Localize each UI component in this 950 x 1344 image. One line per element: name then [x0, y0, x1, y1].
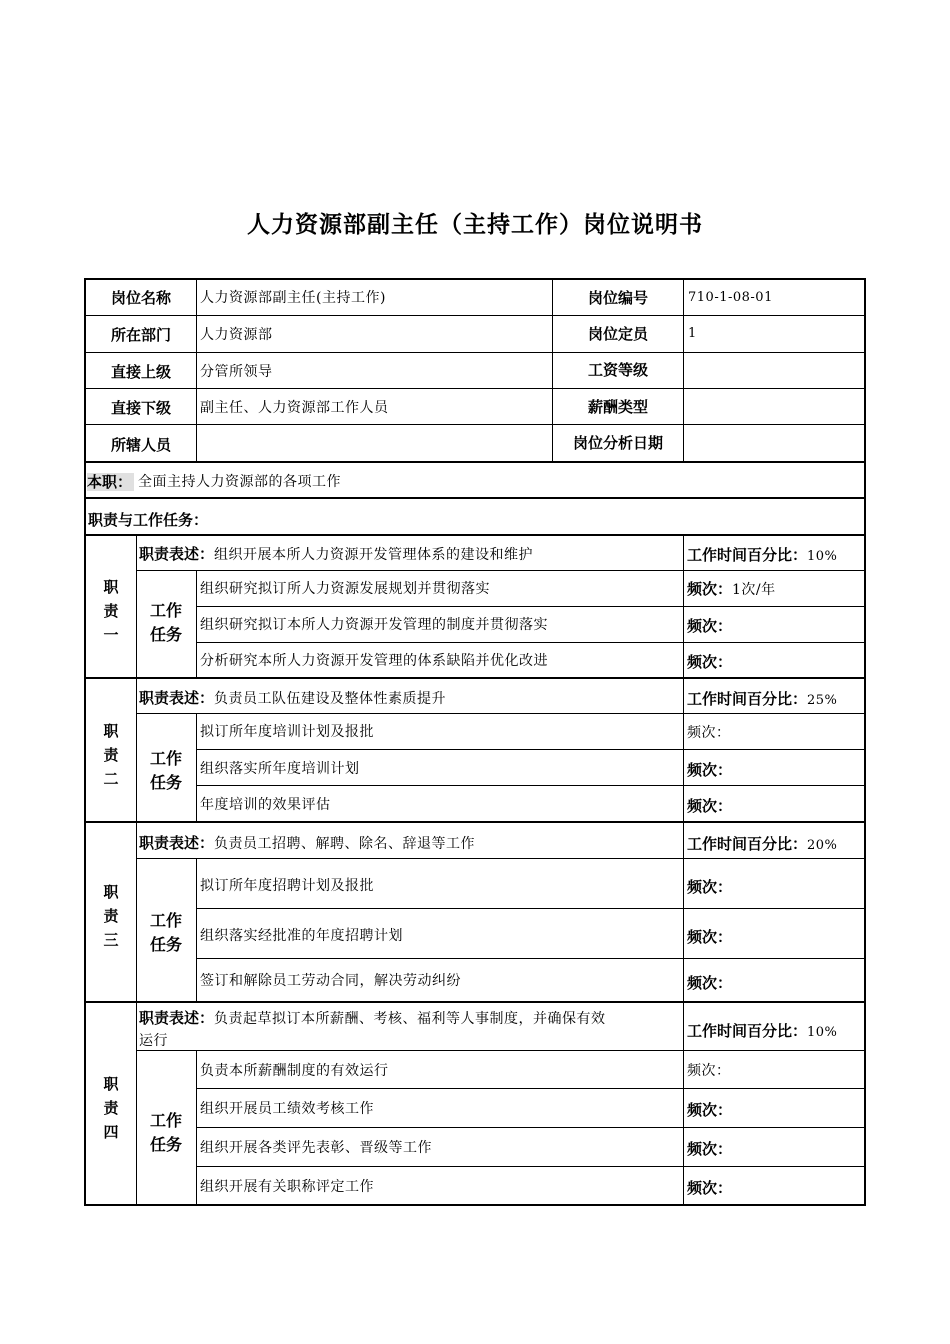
duty-3-task-label: 工作 任务: [149, 911, 182, 954]
duty-2-desc: 职责表述：负责员工队伍建设及整体性素质提升: [139, 689, 447, 707]
duty-1-desc: 职责表述：组织开展本所人力资源开发管理体系的建设和维护: [139, 545, 534, 563]
duties-header: 职责与工作任务：: [88, 511, 209, 529]
duty-3-task-3: 签订和解除员工劳动合同，解决劳动纠纷: [200, 973, 461, 989]
duty-2-task-1-freq: 频次：: [687, 725, 731, 741]
duty-3-task-3-freq: 频次：: [687, 974, 733, 992]
page-title: 人力资源部副主任（主持工作）岗位说明书: [247, 212, 703, 238]
position-name-value: 人力资源部副主任(主持工作): [200, 290, 386, 306]
duty-summary-label: 本职：: [87, 473, 133, 491]
superior-value: 分管所领导: [200, 364, 273, 380]
grid-line: [196, 1088, 864, 1089]
duty-4-name: 职 责 四: [103, 1075, 119, 1141]
dept-value: 人力资源部: [200, 327, 273, 343]
grid-line: [86, 461, 864, 463]
duty-4-desc-line2: 运行: [139, 1033, 168, 1049]
duty-3-name: 职 责 三: [103, 883, 119, 949]
grid-line: [86, 315, 864, 316]
grid-line: [196, 958, 864, 959]
grid-line: [136, 1050, 864, 1051]
grid-line: [86, 677, 864, 679]
grid-line: [86, 424, 864, 425]
subordinate-label: 直接下级: [110, 399, 171, 417]
superior-label: 直接上级: [110, 363, 171, 381]
duty-2-task-1: 拟订所年度培训计划及报批: [200, 724, 374, 740]
grid-line: [196, 858, 197, 1002]
duty-1-task-label: 工作 任务: [149, 601, 182, 644]
grid-line: [196, 749, 864, 750]
duty-2-task-2: 组织落实所年度培训计划: [200, 761, 360, 777]
grid-line: [196, 713, 197, 822]
position-no-label: 岗位编号: [587, 289, 648, 307]
grid-line: [196, 1050, 197, 1204]
quota-label: 岗位定员: [587, 325, 648, 343]
analysis-date-label: 岗位分析日期: [572, 434, 663, 452]
duty-1-name: 职 责 一: [103, 578, 119, 644]
duty-1-task-1-freq: 频次：1次/年: [687, 580, 776, 598]
grid-line: [196, 280, 197, 461]
duty-4-task-2-freq: 频次：: [687, 1101, 733, 1119]
duty-3-desc: 职责表述：负责员工招聘、解聘、除名、辞退等工作: [139, 834, 476, 852]
grid-line: [196, 1166, 864, 1167]
position-no-value: 710-1-08-01: [688, 290, 773, 305]
grid-line: [196, 570, 197, 678]
grid-line: [683, 280, 684, 461]
duty-4-desc-line1: 职责表述：负责起草拟订本所薪酬、考核、福利等人事制度，并确保有效: [139, 1009, 606, 1027]
duty-1-task-3-freq: 频次：: [687, 653, 733, 671]
duty-summary-text: 全面主持人力资源部的各项工作: [138, 474, 341, 490]
duty-2-task-2-freq: 频次：: [687, 761, 733, 779]
duty-1-task-3: 分析研究本所人力资源开发管理的体系缺陷并优化改进: [200, 653, 548, 669]
position-name-label: 岗位名称: [110, 289, 171, 307]
duty-4-task-4-freq: 频次：: [687, 1179, 733, 1197]
grid-line: [196, 908, 864, 909]
grid-line: [136, 570, 864, 571]
duty-4-task-1: 负责本所薪酬制度的有效运行: [200, 1063, 389, 1079]
duty-3-time: 工作时间百分比：20%: [687, 835, 838, 853]
grid-line: [86, 534, 864, 536]
grade-label: 工资等级: [587, 361, 648, 379]
duty-2-task-3: 年度培训的效果评估: [200, 797, 331, 813]
grid-line: [136, 713, 864, 714]
duty-4-task-4: 组织开展有关职称评定工作: [200, 1179, 374, 1195]
job-description-form: [84, 278, 866, 1206]
duty-3-task-1: 拟订所年度招聘计划及报批: [200, 878, 374, 894]
duty-2-task-3-freq: 频次：: [687, 797, 733, 815]
duty-4-task-2: 组织开展员工绩效考核工作: [200, 1101, 374, 1117]
subordinate-value: 副主任、人力资源部工作人员: [200, 400, 389, 416]
grid-line: [196, 606, 864, 607]
duty-4-task-3: 组织开展各类评先表彰、晋级等工作: [200, 1140, 432, 1156]
duty-4-task-label: 工作 任务: [149, 1111, 182, 1154]
grid-line: [86, 352, 864, 353]
grid-line: [136, 858, 864, 859]
duty-3-task-2: 组织落实经批准的年度招聘计划: [200, 928, 403, 944]
duty-4-time: 工作时间百分比：10%: [687, 1022, 838, 1040]
grid-line: [86, 821, 864, 823]
grid-line: [86, 388, 864, 389]
quota-value: 1: [688, 326, 697, 341]
pay-type-label: 薪酬类型: [587, 398, 648, 416]
duty-1-task-2-freq: 频次：: [687, 617, 733, 635]
duty-4-task-3-freq: 频次：: [687, 1140, 733, 1158]
grid-line: [86, 1001, 864, 1003]
grid-line: [196, 785, 864, 786]
duty-3-task-1-freq: 频次：: [687, 878, 733, 896]
grid-line: [196, 642, 864, 643]
duty-1-task-2: 组织研究拟订本所人力资源开发管理的制度并贯彻落实: [200, 617, 548, 633]
duty-1-time: 工作时间百分比：10%: [687, 546, 838, 564]
grid-line: [683, 535, 684, 1204]
duty-2-time: 工作时间百分比：25%: [687, 690, 838, 708]
duty-4-task-1-freq: 频次：: [687, 1063, 731, 1079]
grid-line: [196, 1127, 864, 1128]
duty-2-name: 职 责 二: [103, 722, 119, 788]
duty-2-task-label: 工作 任务: [149, 749, 182, 792]
grid-line: [86, 497, 864, 499]
dept-label: 所在部门: [110, 326, 171, 344]
staff-label: 所辖人员: [110, 436, 171, 454]
duty-3-task-2-freq: 频次：: [687, 928, 733, 946]
duty-1-task-1: 组织研究拟订所人力资源发展规划并贯彻落实: [200, 581, 490, 597]
